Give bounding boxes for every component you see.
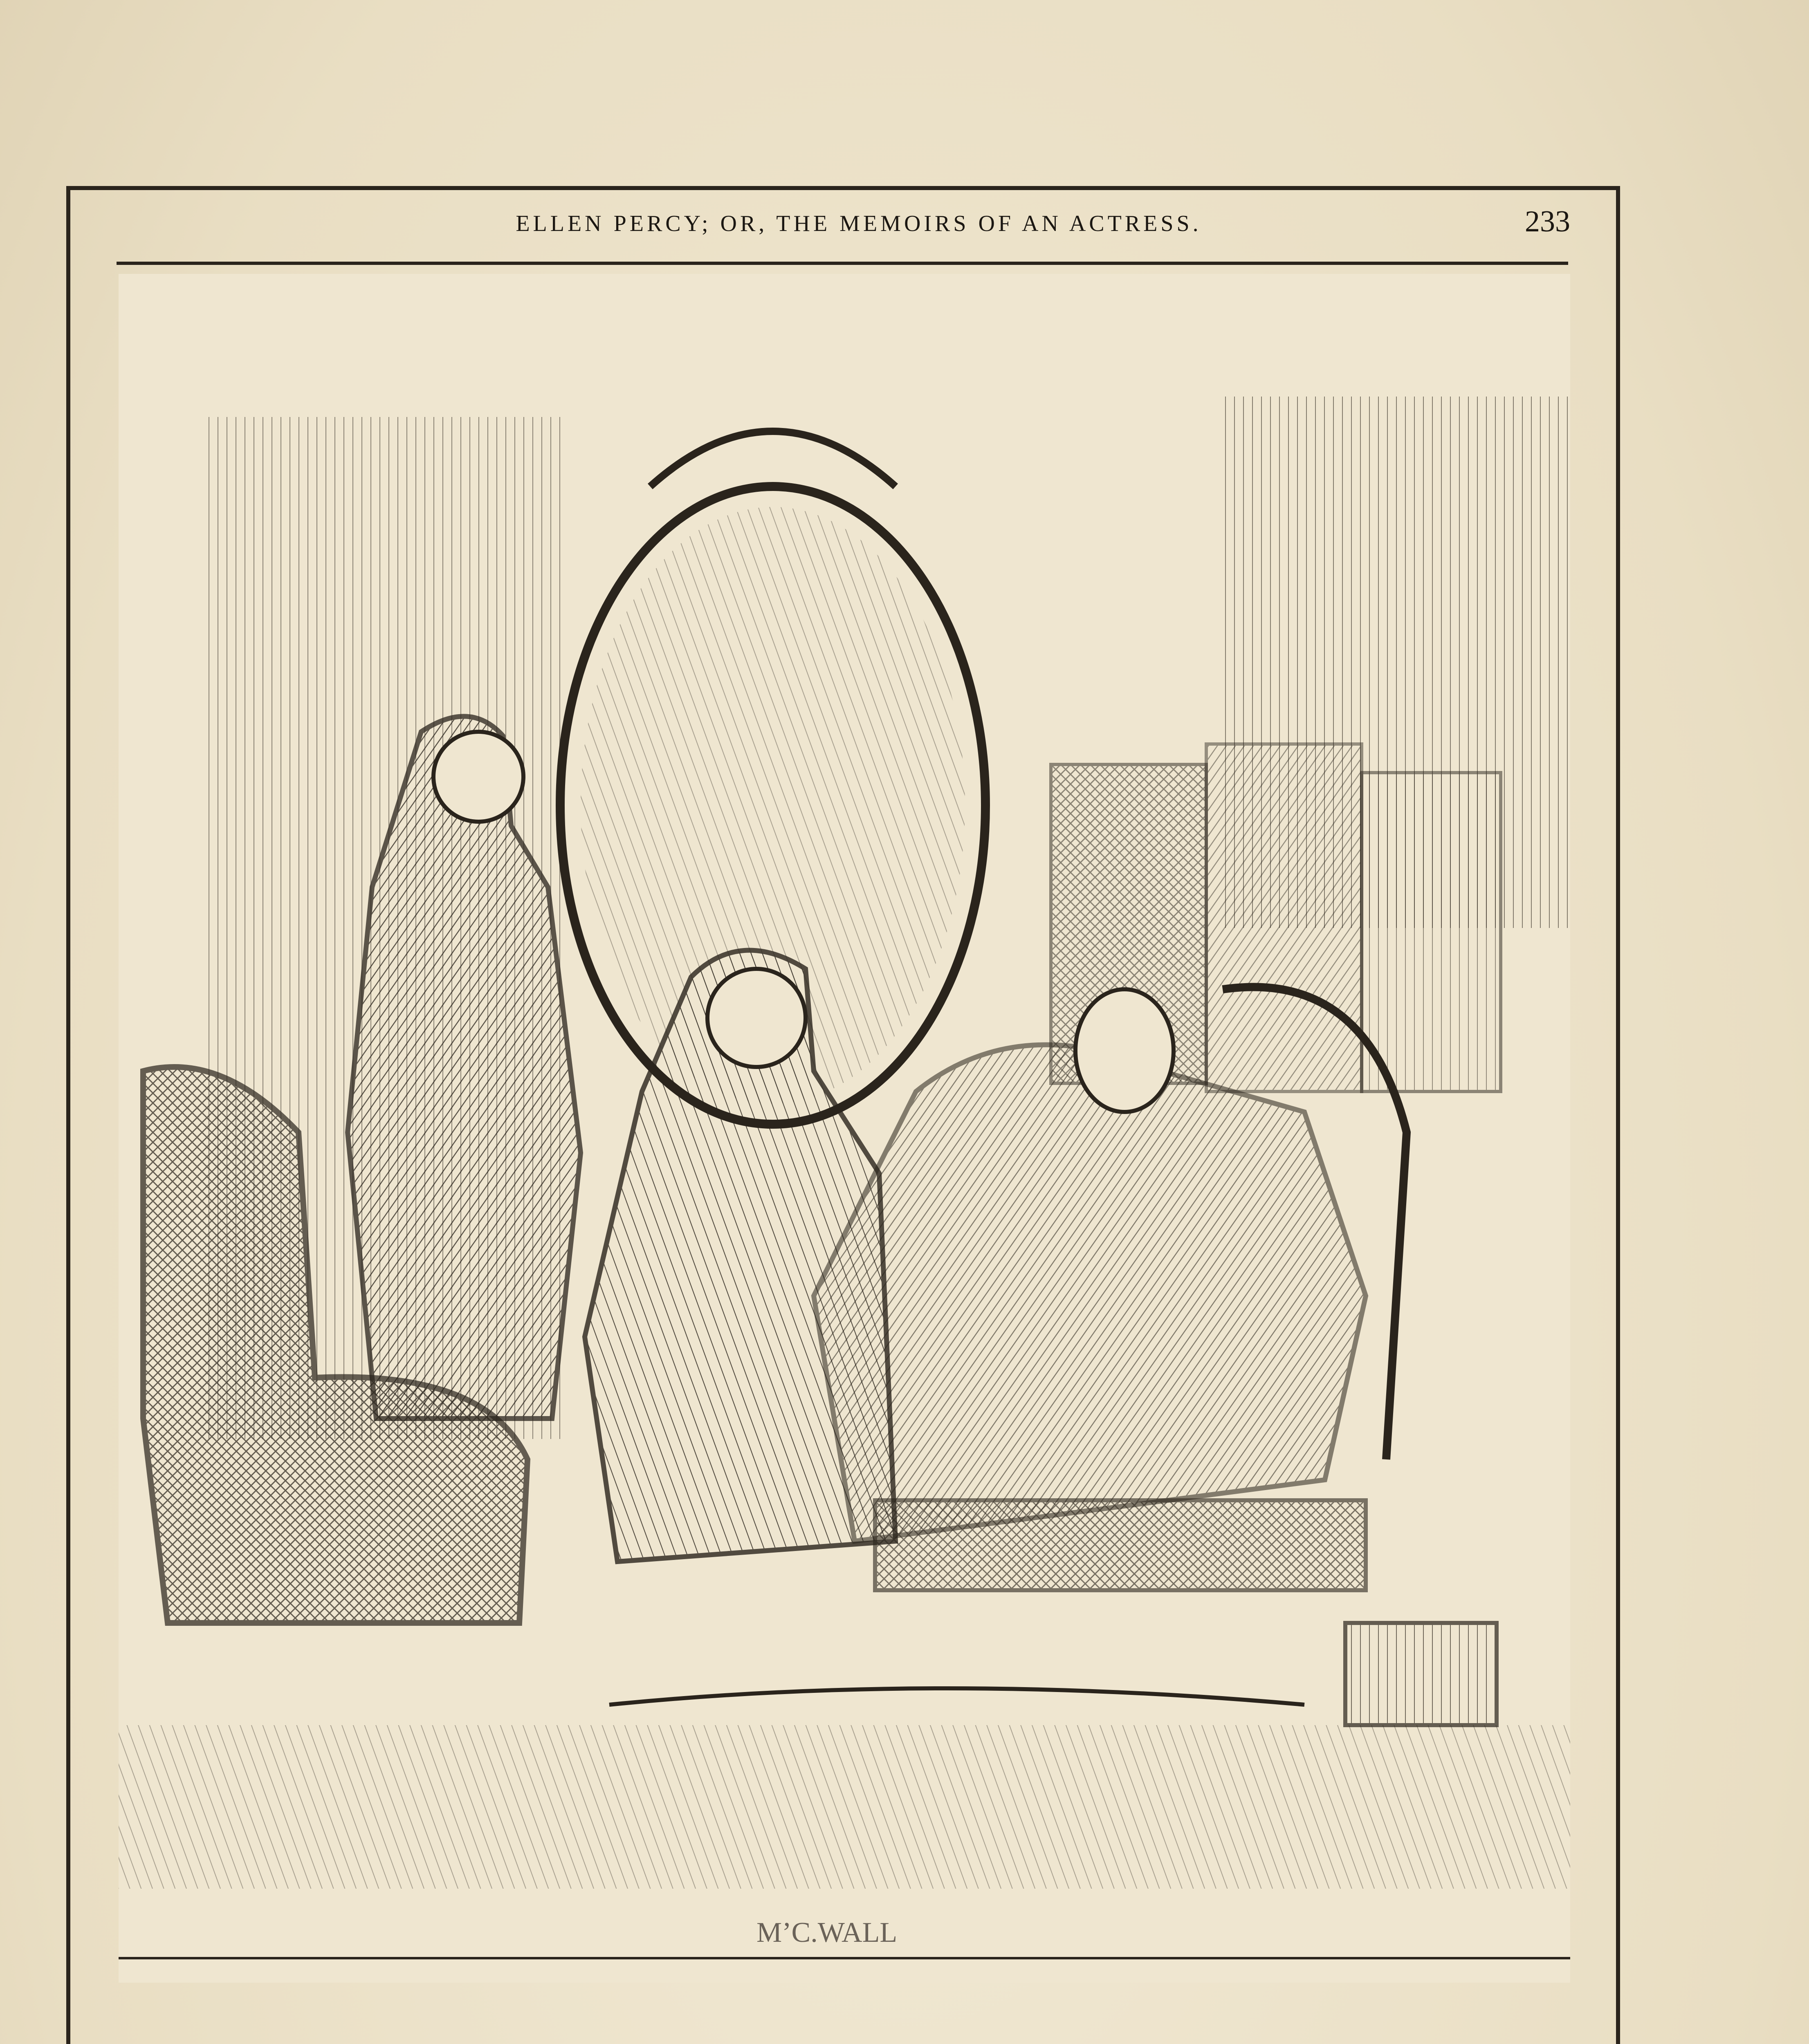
page-number: 233 [1525,205,1570,238]
running-title: ELLEN PERCY; OR, THE MEMOIRS OF AN ACTRESS. [516,211,1202,236]
engraver-signature: M’C.WALL [756,1917,898,1948]
header-rule [117,262,1568,265]
engraving-illustration [119,274,1570,1983]
engraving-parlour-scene-icon [119,274,1570,1983]
